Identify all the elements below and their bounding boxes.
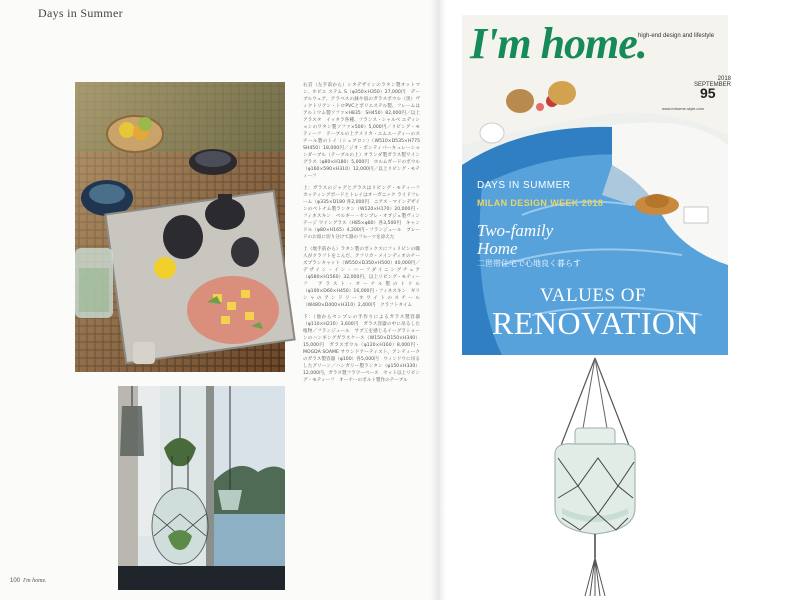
cover-feature-two-family-line1: Two-family bbox=[477, 221, 554, 240]
hanging-glass-jar-image bbox=[520, 358, 670, 598]
cover-feature-japanese: 二世帯住宅で心地良く暮らす bbox=[477, 259, 581, 268]
cover-url: www.imhome-style.com bbox=[662, 106, 705, 111]
cover-date: 2018 SEPTEMBER bbox=[694, 76, 732, 88]
cover-feature-milan: MILAN DESIGN WEEK 2018 bbox=[477, 198, 604, 208]
cover-headline-renovation: RENOVATION bbox=[492, 305, 700, 341]
table-setting-photo bbox=[75, 82, 285, 372]
page-number: 100 bbox=[10, 578, 21, 584]
hanging-jars-window-photo bbox=[118, 386, 285, 590]
window-illustration bbox=[118, 386, 285, 590]
cover-feature-two-family bbox=[477, 222, 553, 258]
body-text-column bbox=[303, 82, 425, 592]
magazine-cover bbox=[462, 15, 732, 355]
cover-headline-values-of: VALUES OF bbox=[540, 285, 647, 306]
cover-feature-two-family-line2: Home bbox=[477, 239, 518, 258]
folio-brand: I'm home. bbox=[23, 578, 47, 584]
body-paragraph: 上（地手前から）ラタン製のボックスにフィリピンの職人がクラフトをこんだ、アフリカ・メインディオのチーズプランキャット（W550×D350×H500）40,000円／デザイン・イン・ハーフダイニングチェア（φ580×H1560）32,000円、以上リビング・モティーフ アラスト・オーナル製のトリル（φ100×D60×H450）16,000円・フィネスキン ギリシャのアンドリーホワイトのスチール（W480×D400×H310）2,400円 クラフトタイム bbox=[303, 247, 420, 308]
table-setting-illustration bbox=[75, 82, 285, 372]
cover-tagline: high-end design and lifestyle bbox=[638, 33, 715, 39]
cover-issue-number: 95 bbox=[700, 85, 716, 101]
page-folio bbox=[10, 578, 47, 584]
cover-feature-days-in-summer: DAYS IN SUMMER bbox=[477, 180, 571, 191]
cover-logo: I'm home. bbox=[470, 19, 647, 68]
body-paragraph: 上：ガラスのジャグとグラスはリビング・モティーフ カッティングボードとトレイはオーガニック ライドフレーム（φ335×D180 各2,000円 ニアス・マインデザインのベトナム製ランタン（W120×H170）20,000円・フィネスキン ベルギー・センプレ・オブジェ製ヴィンテージ ワイングラス（H85×φ80）各3,500円 キャンドル（φ80×H165）4,200円・フランジュール ブレードのお皿に切り分けて器のフルーツを添えた bbox=[303, 186, 425, 240]
body-paragraph: 右頁（左手前から）シタデザインのラタン製オットマン、ホビエ ステム S（φ350×H350）27,000円 デーブルウェア、アラベスの鉢や皿のガラスボウル（黒）ヴィクトリアン・トロPVCとポリエステル製、フレームはアルミウム製ソファ×H835：SH450）82,000円／以上アラスタ イッタラ各種、フランス・シャルベ エディションのワタン製ソファ×500）5,000円／リビング・モティーフ テーブルの上アメリカ・エムエーディーのスチール製のトイ（シェブロン）（W510×D535×H775 SH450）18,000円／ジオ・ポンティパーキュレーションダーブル（テーブルの上）オランダ製ガラス製ワイングラス（φ80×H180）5,000円 ホルムガードのボウル（φ160×590×H310）12,000円／以上リビング・モティーフ bbox=[303, 83, 425, 179]
page-gutter bbox=[430, 0, 446, 600]
section-title: Days in Summer bbox=[38, 6, 123, 20]
body-paragraph: 下：（他からセンプレの手作りによるガラス製容器（φ110×H210）3,600円 ガラス容器の中に吊るした植物／フランジュール サブ工を感じるイーグラショーンのハンギングガラスケース（W150×D150×H340）15,000円 ガラスボウル（φ120×H160）8,000円・MOGDA SOAME サウンドアーティスト、アンティークのガラス製容器（φ100）各5,000円 ウィンドウに吊るしたグリーン／ハンガリー製ランタン（φ150×H330）12,000円、ガラス製フラワーベース セット以上リビング・モティーフ オーナーのボルト製作のテーブル bbox=[303, 315, 420, 383]
